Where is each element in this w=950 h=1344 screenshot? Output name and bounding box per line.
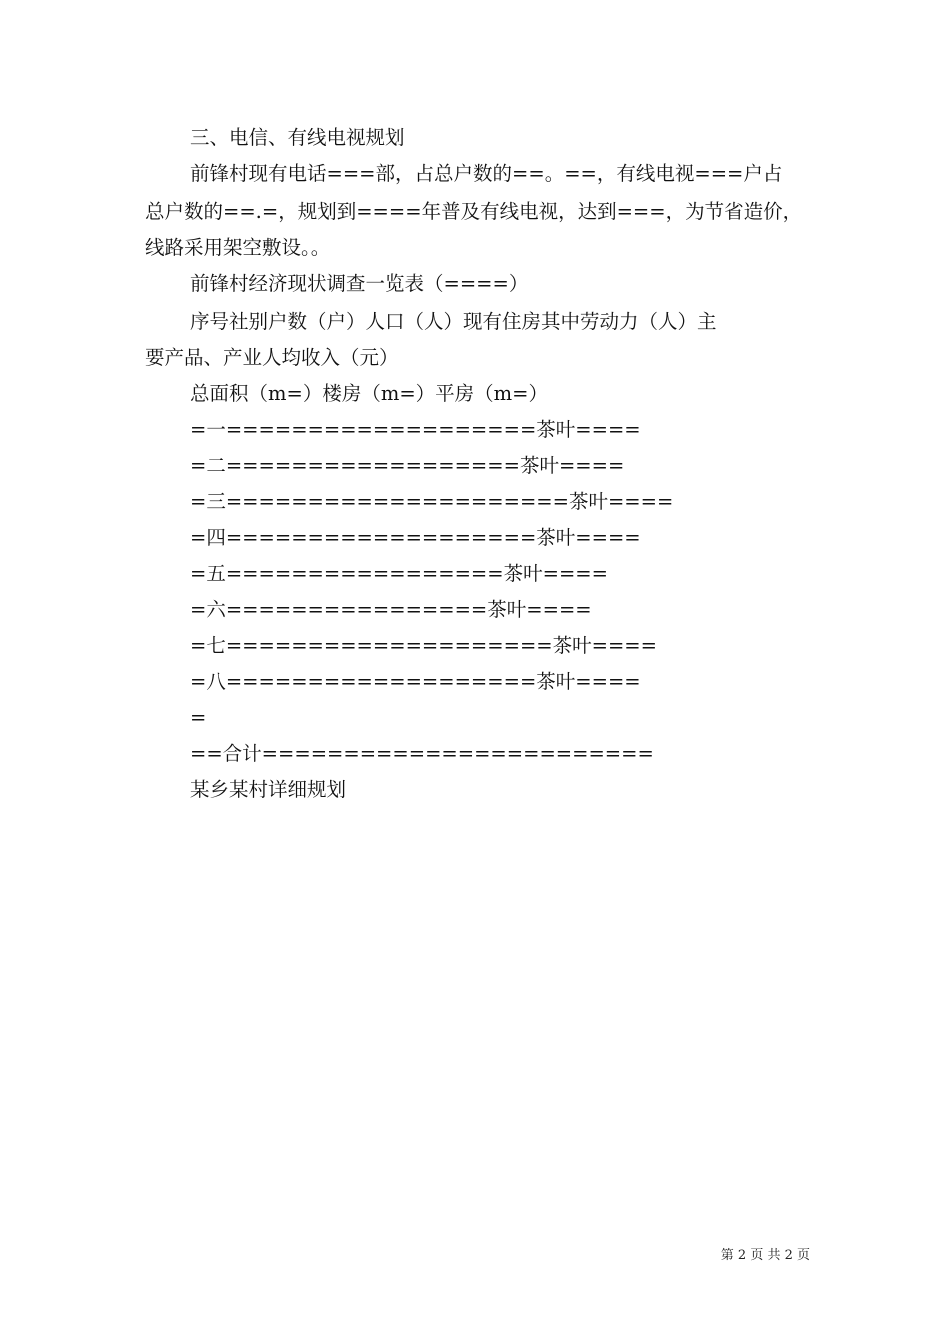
table-row: =五=================茶叶==== bbox=[190, 562, 608, 585]
table-row: =六================茶叶==== bbox=[190, 598, 592, 621]
table-header-line-2: 要产品、产业人均收入（元） bbox=[145, 346, 399, 369]
table-row: =八===================茶叶==== bbox=[190, 670, 641, 693]
table-title: 前锋村经济现状调查一览表（====） bbox=[190, 272, 529, 295]
table-row: =一===================茶叶==== bbox=[190, 418, 641, 441]
closing-line: 某乡某村详细规划 bbox=[190, 778, 347, 801]
paragraph-line-1: 前锋村现有电话===部，占总户数的==。==，有线电视===户占 bbox=[190, 162, 783, 185]
section-heading: 三、电信、有线电视规划 bbox=[190, 126, 405, 149]
table-row: =四===================茶叶==== bbox=[190, 526, 641, 549]
table-row: =七====================茶叶==== bbox=[190, 634, 657, 657]
table-header-line-3: 总面积（m=）楼房（m=）平房（m=） bbox=[190, 382, 548, 405]
table-row: =三=====================茶叶==== bbox=[190, 490, 674, 513]
table-row: =二==================茶叶==== bbox=[190, 454, 625, 477]
page-number-footer: 第 2 页 共 2 页 bbox=[720, 1248, 810, 1263]
paragraph-line-3: 线路采用架空敷设。。 bbox=[145, 236, 331, 259]
table-header-line-1: 序号社别户数（户）人口（人）现有住房其中劳动力（人）主 bbox=[190, 310, 717, 333]
table-row: = bbox=[190, 706, 207, 729]
table-total-row: ==合计======================== bbox=[190, 742, 654, 765]
paragraph-line-2: 总户数的==.=，规划到====年普及有线电视，达到===，为节省造价， bbox=[145, 200, 803, 223]
